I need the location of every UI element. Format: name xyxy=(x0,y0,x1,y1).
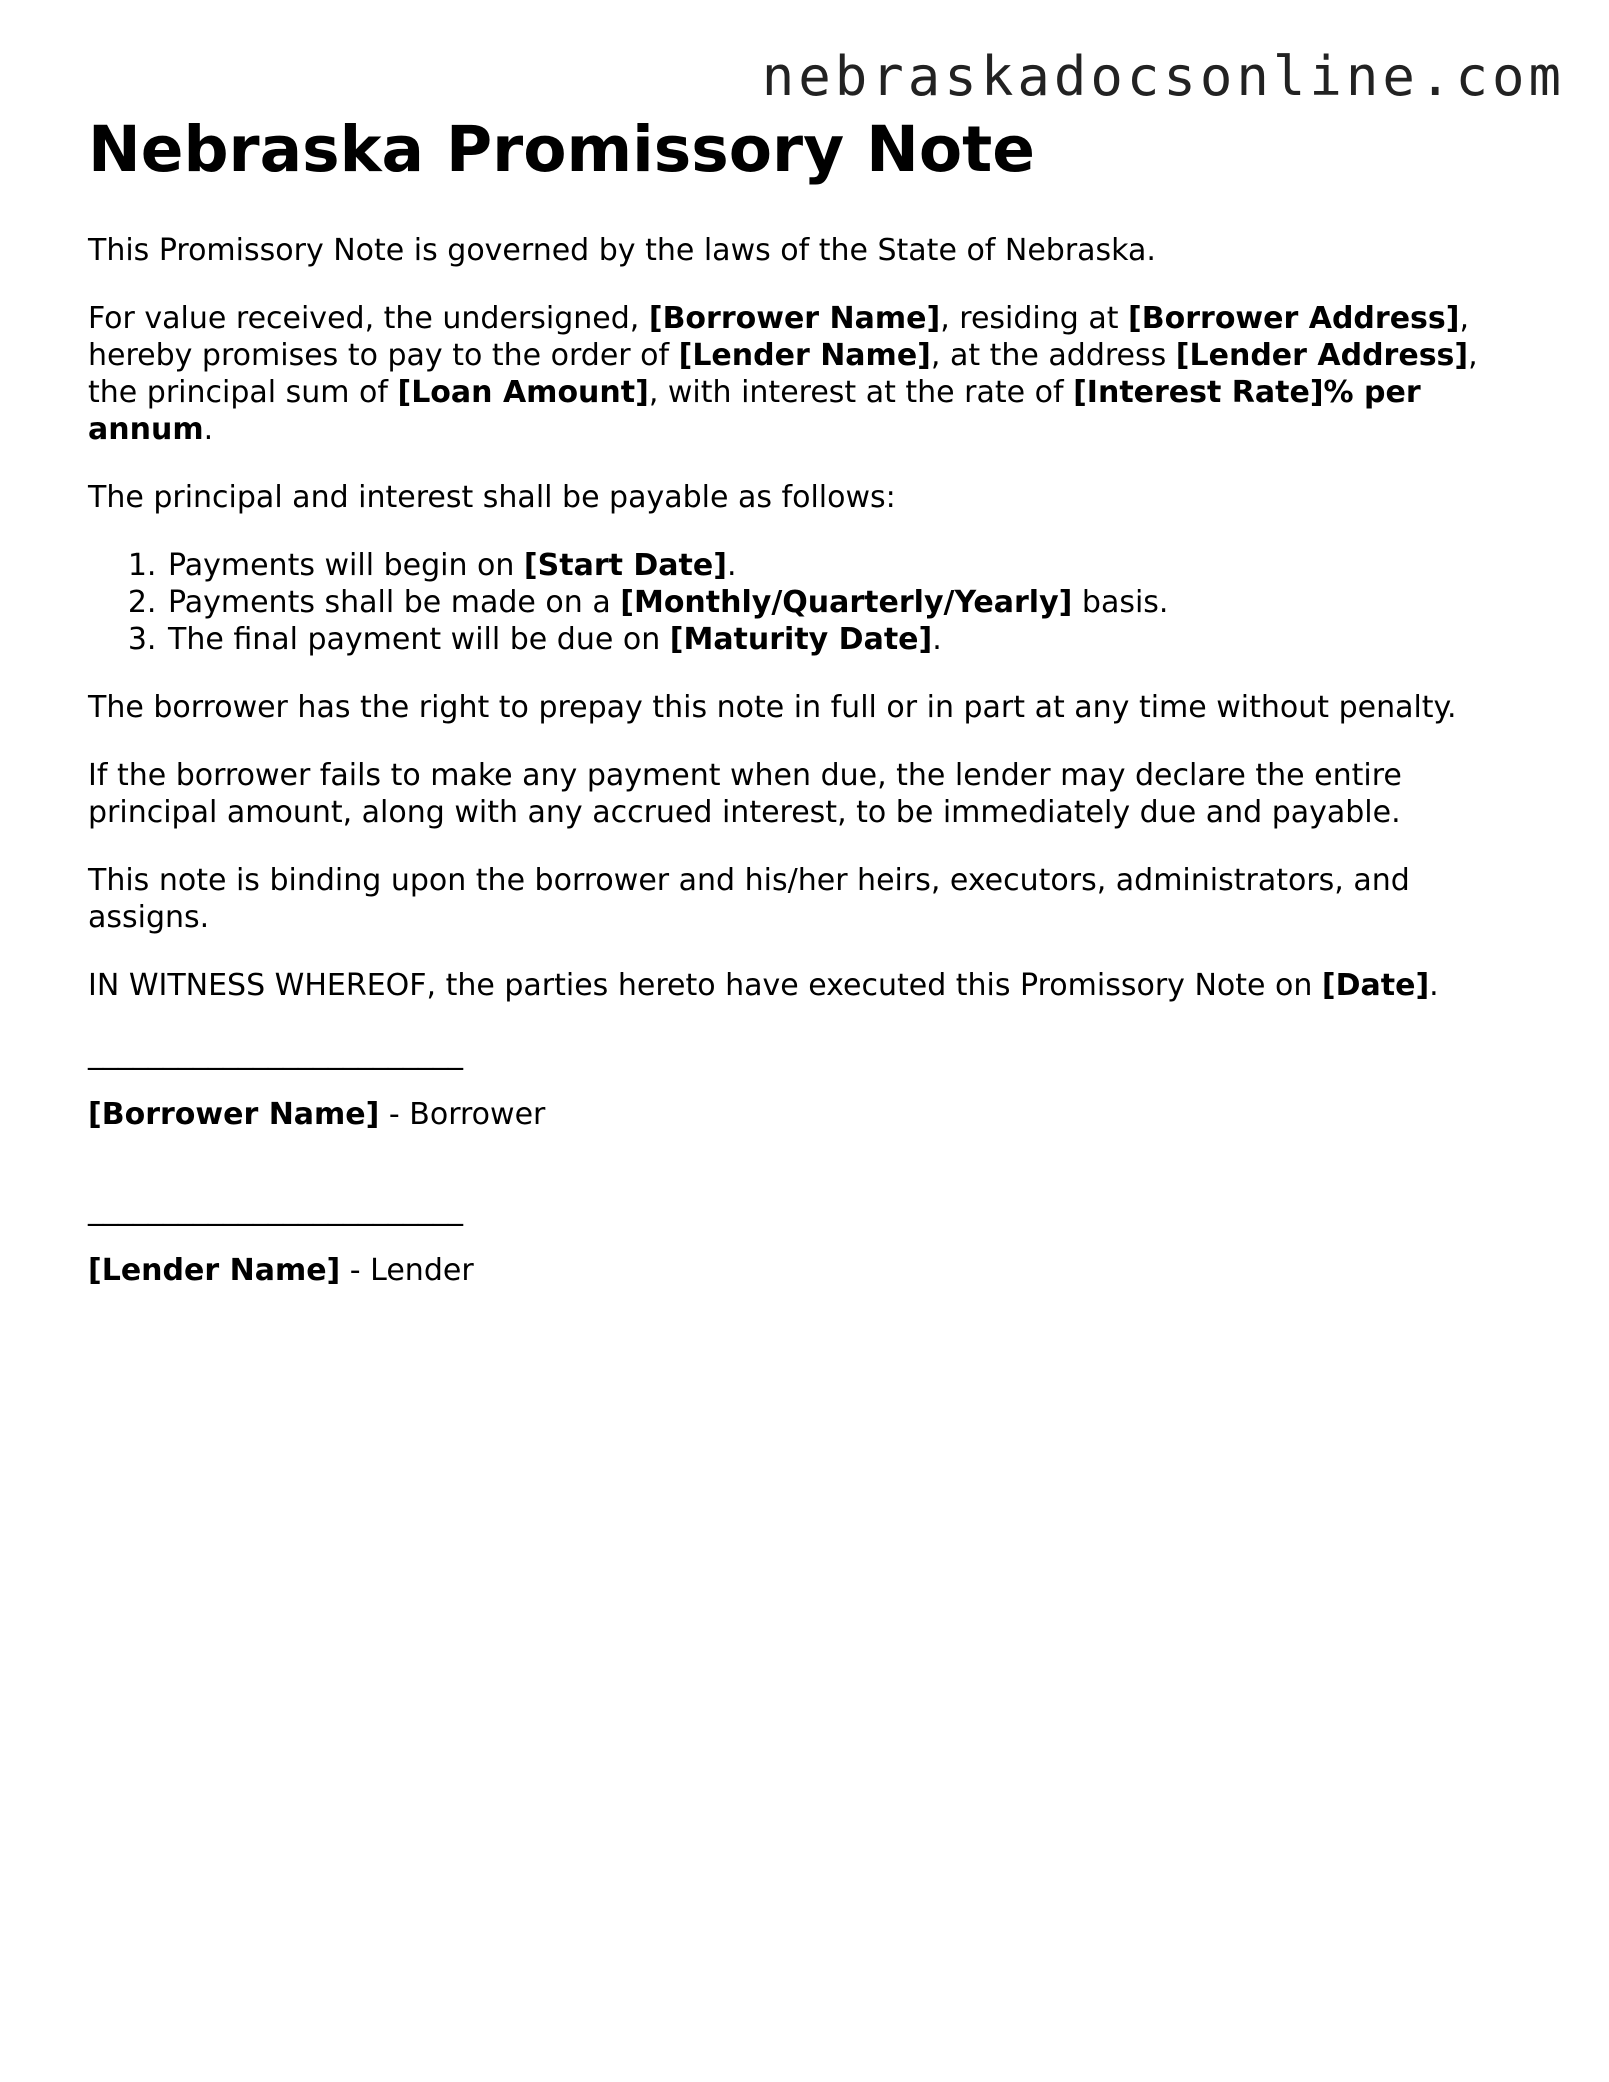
promise-text-5: , the principal sum of xyxy=(88,338,1478,410)
lender-role: - Lender xyxy=(340,1253,474,1288)
promise-text-2: , residing at xyxy=(940,301,1129,336)
lender-signature-label xyxy=(88,1252,1528,1289)
borrower-name-field: [Borrower Name] xyxy=(648,301,941,336)
start-date-field: [Start Date] xyxy=(523,548,727,583)
date-field: [Date] xyxy=(1321,968,1430,1003)
loan-amount-field: [Loan Amount] xyxy=(397,375,649,410)
watermark: nebraskadocsonline.com xyxy=(761,45,1565,108)
document-title: Nebraska Promissory Note xyxy=(88,113,1035,186)
lender-name-field: [Lender Name] xyxy=(678,338,931,373)
witness-paragraph xyxy=(88,967,1528,1004)
default-paragraph: If the borrower fails to make any payment when due, the lender may declare the entire principal amount, along with any accrued interest, to be immediately due and payable. xyxy=(88,758,1402,830)
borrower-signature-label xyxy=(88,1096,1528,1133)
payable-intro: The principal and interest shall be payable as follows: xyxy=(88,480,896,515)
maturity-date-field: [Maturity Date] xyxy=(669,622,933,657)
term-end: . xyxy=(726,548,737,583)
term-text: Payments shall be made on a xyxy=(168,585,621,620)
frequency-field: [Monthly/Quarterly/Yearly] xyxy=(620,585,1073,620)
witness-text: IN WITNESS WHEREOF, the parties hereto have executed this Promissory Note on xyxy=(88,968,1322,1003)
payment-terms-list xyxy=(88,547,1528,658)
prepayment-paragraph: The borrower has the right to prepay this note in full or in part at any time without penalty. xyxy=(88,690,1457,725)
lender-signature-line: _________________________ xyxy=(88,1192,463,1227)
borrower-address-field: [Borrower Address] xyxy=(1128,301,1460,336)
term-text: Payments will begin on xyxy=(168,548,524,583)
promise-paragraph xyxy=(88,300,1528,448)
witness-end: . xyxy=(1429,968,1439,1003)
borrower-signature-line: _________________________ xyxy=(88,1036,463,1071)
binding-paragraph: This note is binding upon the borrower and his/her heirs, executors, administrators, and assigns. xyxy=(88,863,1410,935)
term-end: . xyxy=(932,622,942,657)
interest-rate-field: [Interest Rate]% per annum xyxy=(88,375,1421,447)
lender-address-field: [Lender Address] xyxy=(1175,338,1469,373)
governing-law-paragraph: This Promissory Note is governed by the laws of the State of Nebraska. xyxy=(88,233,1156,268)
promise-text-7: . xyxy=(203,412,214,447)
promise-text-4: , at the address xyxy=(930,338,1176,373)
term-text: The final payment will be due on xyxy=(168,622,670,657)
promise-text-6: , with interest at the rate of xyxy=(648,375,1074,410)
lender-signature-name: [Lender Name] xyxy=(88,1253,341,1288)
list-item xyxy=(166,621,1528,658)
borrower-signature-name: [Borrower Name] xyxy=(88,1097,380,1132)
promise-text-1: For value received, the undersigned, xyxy=(88,301,649,336)
list-item xyxy=(166,547,1528,584)
list-item xyxy=(166,584,1528,621)
document-page xyxy=(88,112,1528,1347)
promise-text-3: , hereby promises to pay to the order of xyxy=(88,301,1470,373)
borrower-role: - Borrower xyxy=(379,1097,546,1132)
term-end: basis. xyxy=(1072,585,1169,620)
